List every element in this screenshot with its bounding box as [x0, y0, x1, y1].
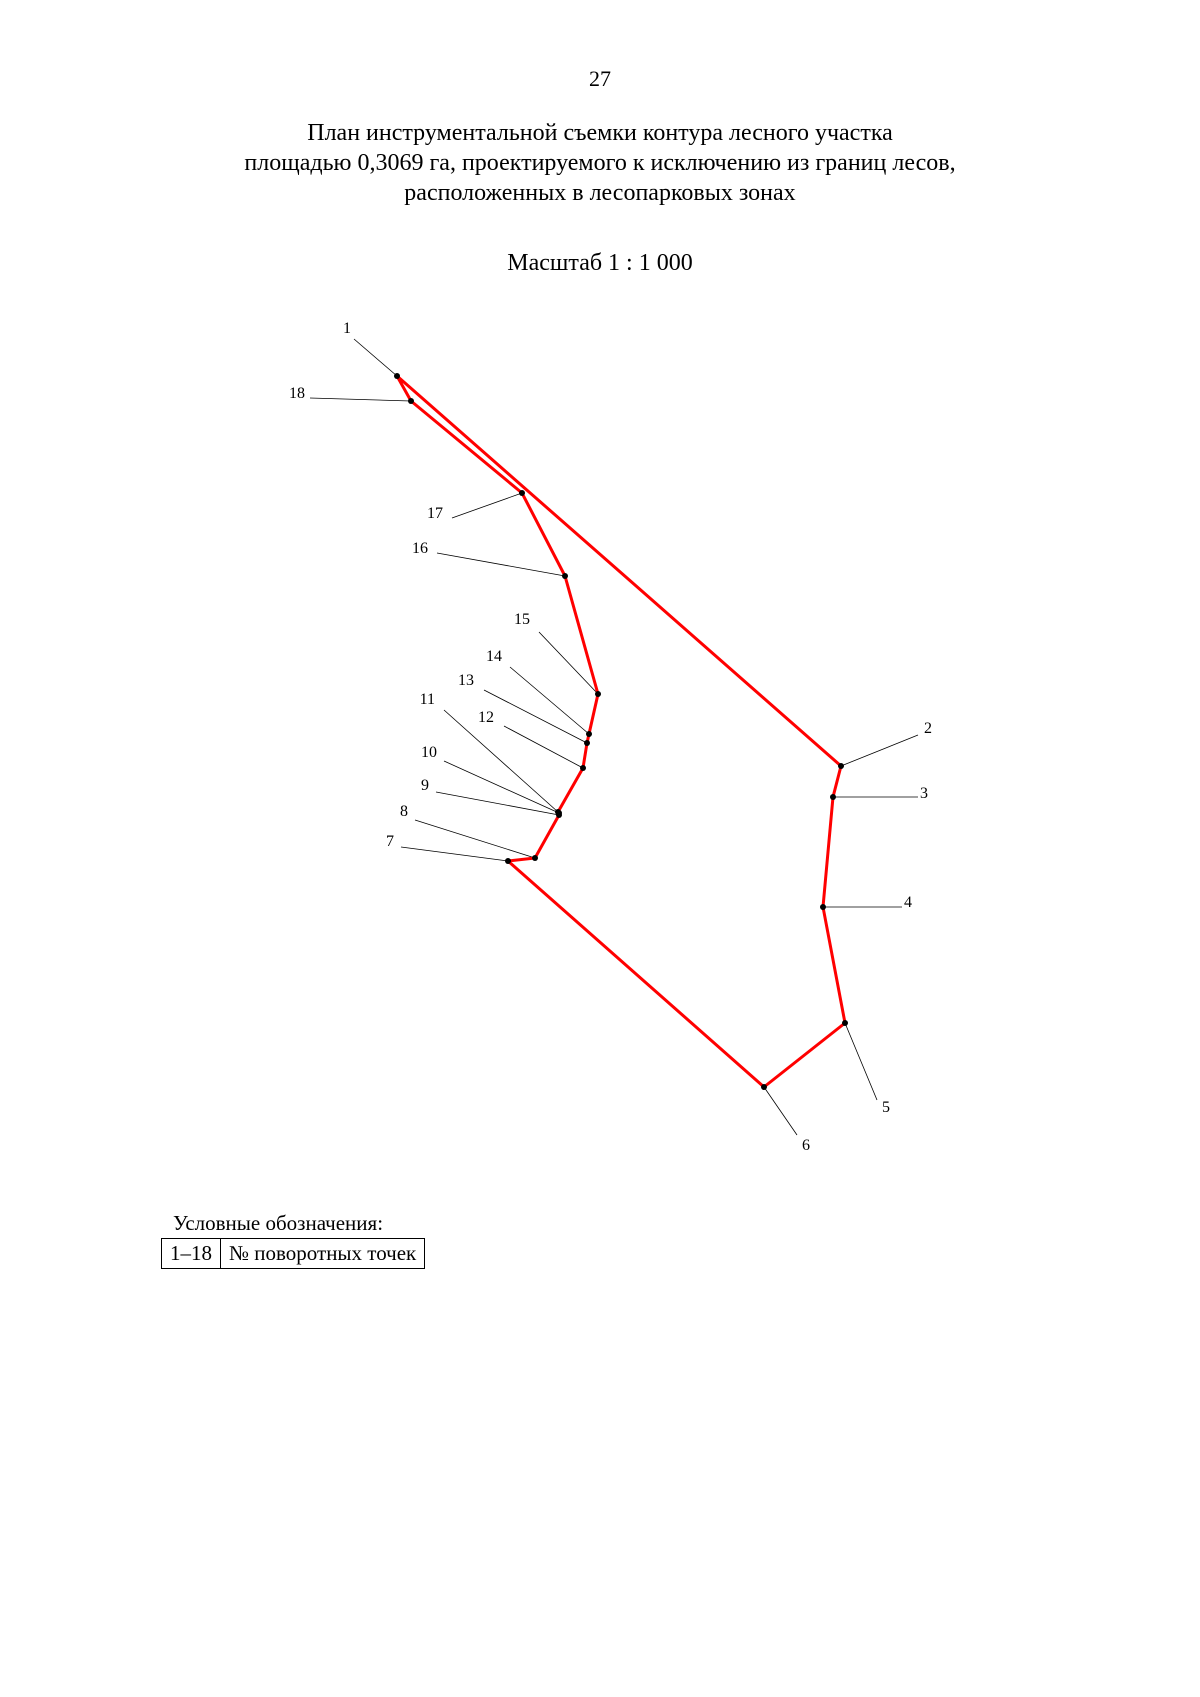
point-label-16: 16 — [412, 540, 428, 557]
point-label-12: 12 — [478, 709, 494, 726]
leader-line-17 — [452, 493, 522, 518]
vertex-point-13 — [584, 740, 590, 746]
point-label-13: 13 — [458, 672, 474, 689]
leader-line-16 — [437, 553, 565, 576]
vertex-point-15 — [595, 691, 601, 697]
legend-symbol: 1–18 — [162, 1239, 221, 1269]
title-line-3: расположенных в лесопарковых зонах — [404, 180, 796, 206]
leader-line-6 — [764, 1087, 797, 1135]
point-label-10: 10 — [421, 744, 437, 761]
vertex-point-3 — [830, 794, 836, 800]
parcel-boundary — [397, 376, 845, 1087]
point-label-6: 6 — [802, 1137, 810, 1154]
point-label-2: 2 — [924, 720, 932, 737]
leader-line-9 — [436, 792, 559, 815]
page-number: 27 — [589, 66, 611, 91]
point-label-15: 15 — [514, 611, 530, 628]
point-label-1: 1 — [343, 320, 351, 337]
point-label-7: 7 — [386, 833, 394, 850]
point-label-17: 17 — [427, 505, 443, 522]
legend-title: Условные обозначения: — [173, 1211, 384, 1235]
vertex-point-1 — [394, 373, 400, 379]
point-label-5: 5 — [882, 1099, 890, 1116]
point-label-14: 14 — [486, 648, 502, 665]
vertex-point-14 — [586, 731, 592, 737]
point-label-9: 9 — [421, 777, 429, 794]
leader-line-7 — [401, 847, 508, 861]
title-line-2: площадью 0,3069 га, проектируемого к исключению из границ лесов, — [244, 150, 956, 176]
leader-line-13 — [484, 690, 587, 743]
scale-label: Масштаб 1 : 1 000 — [507, 250, 693, 276]
vertex-point-18 — [408, 398, 414, 404]
legend-row — [162, 1239, 425, 1269]
leader-line-1 — [354, 339, 397, 376]
point-label-18: 18 — [289, 385, 305, 402]
point-label-4: 4 — [904, 894, 912, 911]
leader-line-10 — [444, 761, 559, 813]
point-label-8: 8 — [400, 803, 408, 820]
vertex-point-12 — [580, 765, 586, 771]
leader-line-8 — [415, 820, 535, 858]
vertex-point-8 — [532, 855, 538, 861]
vertex-point-2 — [838, 763, 844, 769]
leader-line-2 — [841, 735, 918, 766]
leader-line-12 — [504, 726, 583, 768]
legend-description: № поворотных точек — [221, 1239, 425, 1269]
vertex-point-6 — [761, 1084, 767, 1090]
vertex-point-17 — [519, 490, 525, 496]
leader-line-18 — [310, 398, 411, 401]
vertex-point-5 — [842, 1020, 848, 1026]
leader-line-5 — [845, 1023, 877, 1100]
legend-table — [161, 1238, 425, 1269]
vertex-point-11 — [555, 809, 561, 815]
vertex-point-16 — [562, 573, 568, 579]
point-label-11: 11 — [419, 691, 435, 708]
title-line-1: План инструментальной съемки контура лесного участка — [307, 120, 893, 146]
vertex-point-7 — [505, 858, 511, 864]
vertex-point-4 — [820, 904, 826, 910]
point-label-3: 3 — [920, 785, 928, 802]
